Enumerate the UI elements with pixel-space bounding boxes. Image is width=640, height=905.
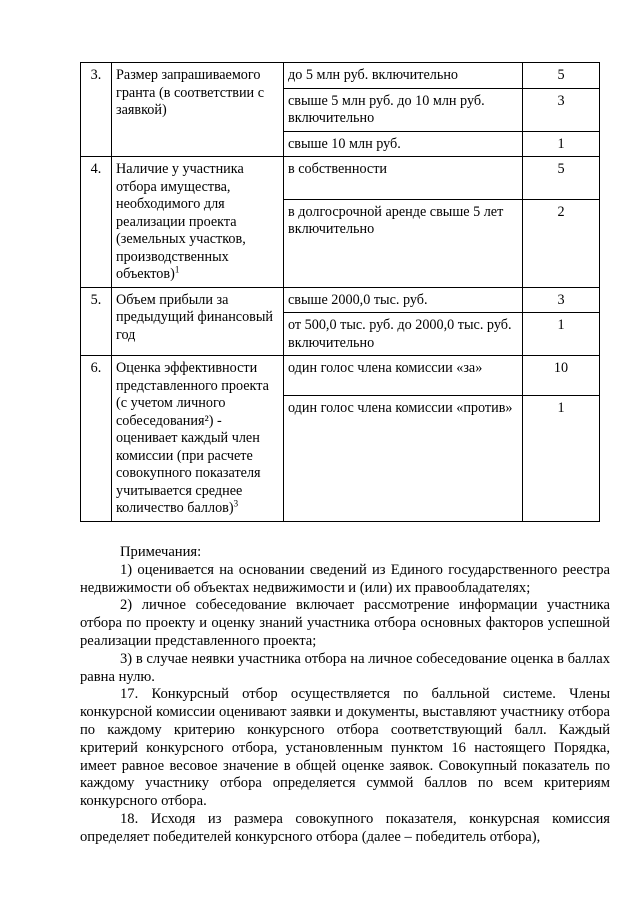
criterion-option: в долгосрочной аренде свыше 5 лет включительно [284,199,523,287]
criterion-name [112,157,284,288]
criterion-points: 2 [523,199,600,287]
criterion-name-text: Объем прибыли за предыдущий финансовый год [116,291,273,343]
body-paragraph: 17. Конкурсный отбор осуществляется по балльной системе. Члены конкурсной комиссии оценивают заявки и документы, выставляют участнику отбора по каждому критерию конкурсного отбора соответствующий балл. Каждый критерий конкурсного отбора, установленным пунктом 16 настоящего Порядка, имеет равное весовое значение в общей оценке заявок. Совокупный показатель по каждому участнику отбора определяется суммой баллов по всем критериям конкурсного отбора. [80,686,610,810]
criterion-number: 6. [81,356,112,522]
table-row [81,287,600,313]
criterion-points: 5 [523,63,600,89]
criterion-name [112,63,284,157]
criterion-option: свыше 10 млн руб. [284,131,523,157]
criterion-points: 3 [523,88,600,131]
criterion-name [112,287,284,356]
criterion-option: один голос члена комиссии «за» [284,356,523,396]
criterion-name [112,356,284,522]
criterion-points: 1 [523,395,600,521]
criterion-points: 1 [523,131,600,157]
criterion-option: свыше 2000,0 тыс. руб. [284,287,523,313]
notes-section [80,544,610,847]
criterion-option: один голос члена комиссии «против» [284,395,523,521]
criterion-option: от 500,0 тыс. руб. до 2000,0 тыс. руб. включительно [284,313,523,356]
criterion-points: 5 [523,157,600,200]
criterion-option: в собственности [284,157,523,200]
table-row [81,63,600,89]
criterion-name-text: Наличие у участника отбора имущества, необходимого для реализации проекта (земельных участков, производственных объектов) [116,161,246,282]
note-item: 3) в случае неявки участника отбора на личное собеседование оценка в баллах равна нулю. [80,650,610,685]
criterion-number: 5. [81,287,112,356]
criterion-number: 4. [81,157,112,288]
criterion-points: 10 [523,356,600,396]
note-item: 1) оценивается на основании сведений из Единого государственного реестра недвижимости об объектах недвижимости и (или) их правообладателях; [80,561,610,596]
criteria-table [80,62,600,522]
notes-heading: Примечания: [120,544,202,560]
criterion-name-text: Размер запрашиваемого гранта (в соответствии с заявкой) [116,67,264,118]
footnote-marker: 3 [233,498,239,509]
criterion-option: до 5 млн руб. включительно [284,63,523,89]
table-row [81,356,600,396]
criterion-number: 3. [81,63,112,157]
body-paragraph: 18. Исходя из размера совокупного показателя, конкурсная комиссия определяет победителей конкурсного отбора (далее – победитель отбора), [80,810,610,845]
criterion-option: свыше 5 млн руб. до 10 млн руб. включительно [284,88,523,131]
criterion-name-text: Оценка эффективности представленного проекта (с учетом личного собеседования²) - оценивает каждый член комиссии (при расчете совокупного показателя учитывается среднее количество баллов) [116,360,269,516]
footnote-marker: 1 [174,264,180,275]
criterion-points: 1 [523,313,600,356]
criterion-points: 3 [523,287,600,313]
table-row [81,157,600,200]
note-item: 2) личное собеседование включает рассмотрение информации участника отбора по проекту и оценку знаний участника отбора основных факторов успешной реализации представленного проекта; [80,597,610,649]
